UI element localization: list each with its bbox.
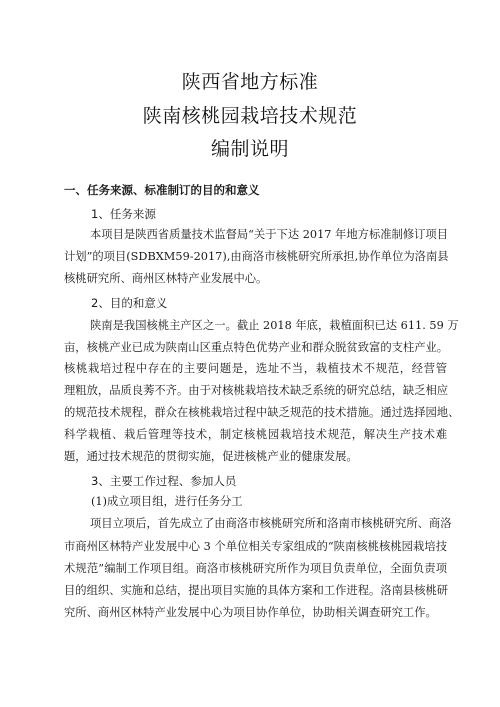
paragraph-line: 亩，核桃产业已成为陕南山区重点特色优势产业和群众脱贫致富的支柱产业。 [64,341,449,354]
paragraph-line: 目的组织、实施和总结，提出项目实施的具体方案和工作进程。洛南县核桃研 [64,584,449,597]
paragraph-line: 的规范技术规程，群众在核桃栽培过程中缺乏规范的技术措施。通过选择园地、 [64,406,460,419]
doc-title-standard: 陕西省地方标准 [181,71,319,93]
paragraph-line: 市商州区林特产业发展中心 3 个单位相关专家组成的“陕南核桃核桃园栽培技 [64,540,447,553]
paragraph-line: 科学栽植、栽后管理等技术，制定核桃园栽培技术规范，解决生产技术难 [64,428,447,441]
paragraph-line: 究所、商州区林特产业发展中心为项目协作单位，协助相关调查研究工作。 [64,606,437,619]
paragraph-line: 项目立项后，首先成立了由商洛市核桃研究所和洛南市核桃研究所、商洛 [90,517,452,530]
subsection-heading-task-source: 1、任务来源 [91,207,156,221]
doc-title-explanation: 编制说明 [210,138,289,160]
paragraph-line: 术规范”编制工作项目组。商洛市核桃研究所作为项目负责单位，全面负责项 [64,562,447,575]
paragraph-line: 本项目是陕西省质量技术监督局“关于下达 2017 年地方标准制修订项目 [90,228,449,241]
subsection-heading-work-process: 3、主要工作过程、参加人员 [91,474,237,488]
subsection-heading-purpose: 2、目的和意义 [91,296,168,310]
step-heading: (1)成立项目组，进行任务分工 [91,495,243,508]
paragraph-line: 核桃栽培过程中存在的主要问题是，选址不当，栽植技术不规范，经营管 [64,362,447,375]
paragraph-line: 陕南是我国核桃主产区之一。截止 2018 年底，栽植面积已达 611. 59 万 [90,319,459,332]
paragraph-line: 理粗放，品质良莠不齐。由于对核桃栽培技术缺乏系统的研究总结，缺乏相应 [64,384,449,397]
section-heading-1: 一、任务来源、标准制订的目的和意义 [64,183,260,197]
paragraph-line: 题，通过技术规范的贯彻实施，促进核桃产业的健康发展。 [64,450,358,463]
paragraph-line: 计划”的项目(SDBXM59-2017),由商洛市核桃研究所承担,协作单位为洛南县 [64,250,449,263]
paragraph-line: 核桃研究所、商州区林特产业发展中心。 [64,272,268,285]
doc-title-name: 陕南核桃园栽培技术规范 [142,105,358,127]
